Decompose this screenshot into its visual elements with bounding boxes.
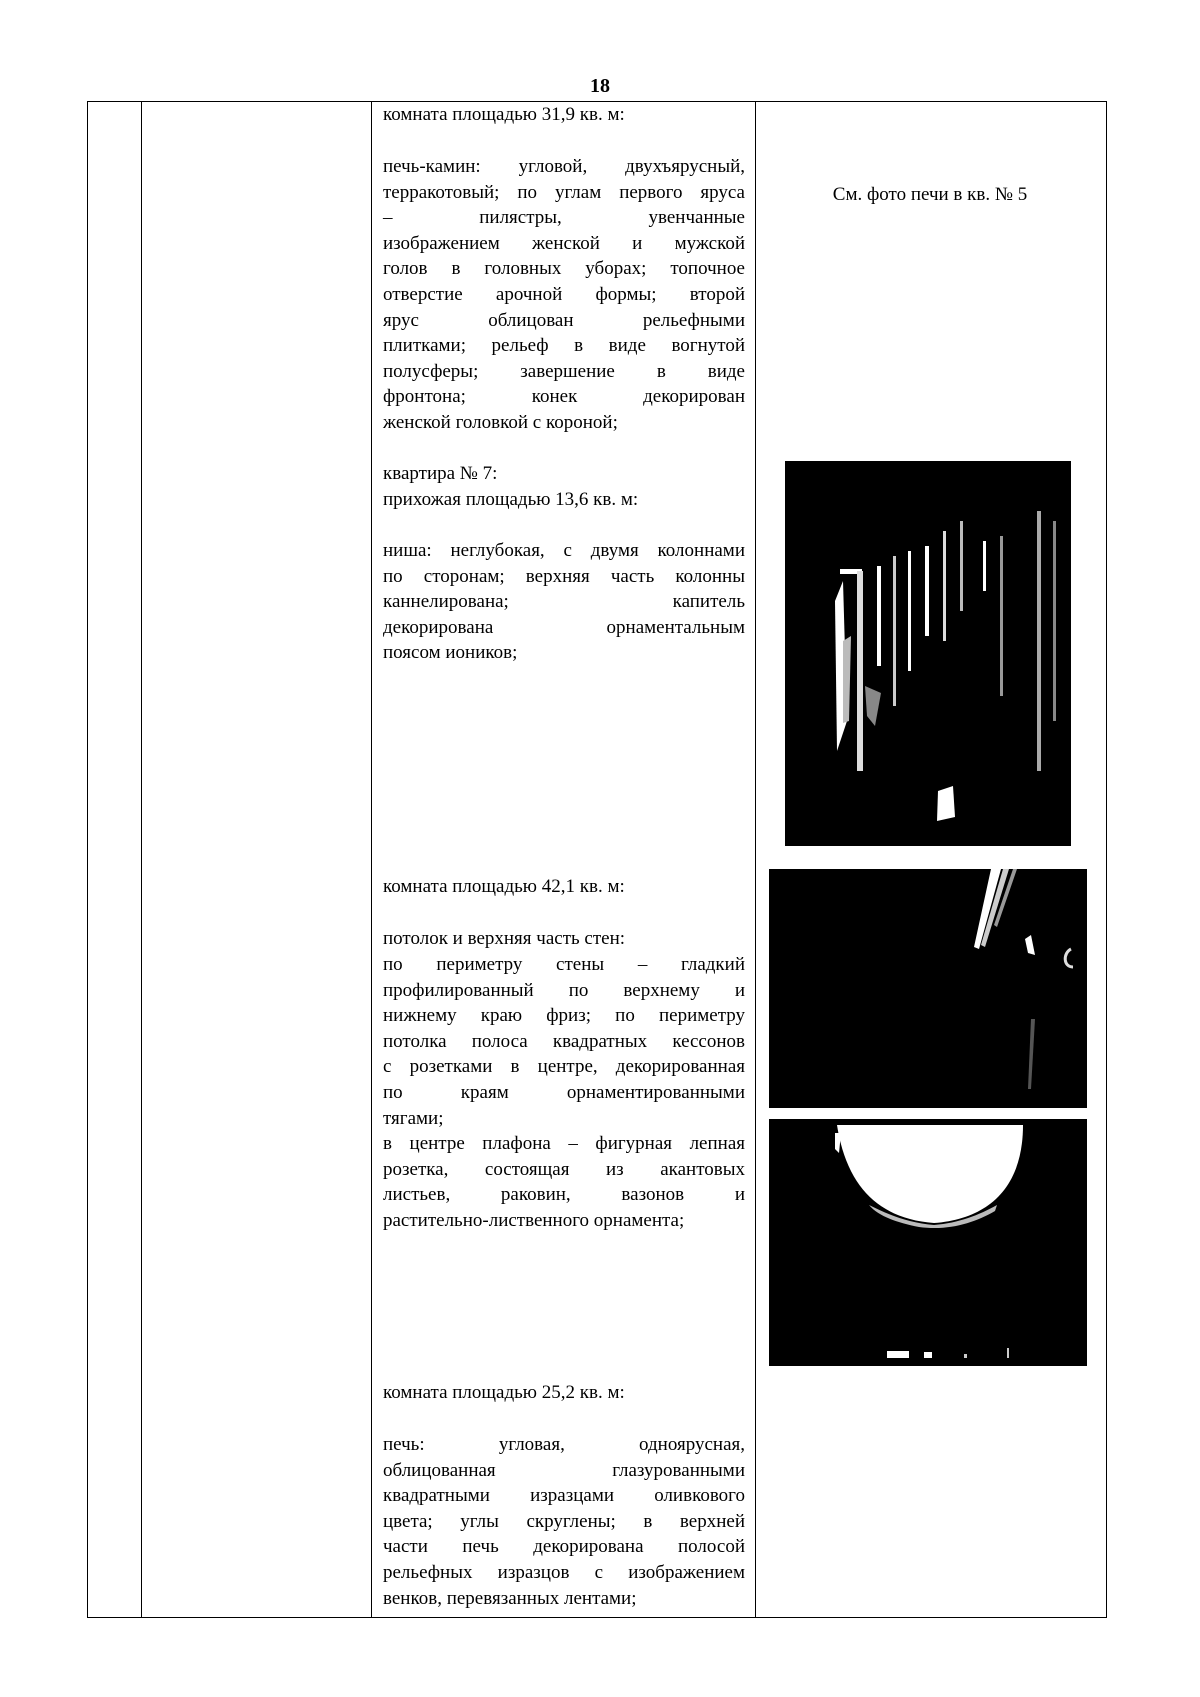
ceiling-heading: потолок и верхняя часть стен: [383, 928, 626, 949]
ceiling-description: по периметру стены – гладкий профилированный по верхнему и нижнему краю фриз; по периметру потолка полоса квадратных кессонов с розетками в центре, декорированная по краям орнаментированными тягами; в центре плафона – фигурная лепная розетка, состоящая из акантовых листьев, раковин, вазонов и растительно-лиственного орнамента; [383, 954, 745, 1231]
column-divider [755, 102, 756, 1617]
room-31-heading: комната площадью 31,9 кв. м: [383, 104, 625, 125]
page-number: 18 [590, 75, 610, 97]
niche-description: ниша: неглубокая, с двумя колоннами по сторонам; верхняя часть колонны каннелирована; капитель декорирована орнаментальным поясом иоников; [383, 540, 745, 664]
ceiling-rosette-photo [769, 1119, 1087, 1366]
room-25-stove-description: печь: угловая, одноярусная, облицованная глазурованными квадратными изразцами оливкового цвета; углы скруглены; в верхней части печь декорирована полосой рельефных изразцов с изображением венков, перевязанных лентами; [383, 1434, 745, 1609]
photo-reference-caption: См. фото печи в кв. № 5 [832, 184, 1028, 205]
column-divider [141, 102, 142, 1617]
apartment-7-title: квартира № 7: [383, 463, 498, 484]
ceiling-frieze-photo [769, 869, 1087, 1108]
room-25-heading: комната площадью 25,2 кв. м: [383, 1382, 625, 1403]
room-42-heading: комната площадью 42,1 кв. м: [383, 876, 625, 897]
niche-photo [785, 461, 1071, 846]
hall-heading: прихожая площадью 13,6 кв. м: [383, 489, 639, 510]
room-31-stove-description: печь-камин: угловой, двухъярусный, терракотовый; по углам первого яруса – пилястры, увенчанные изображением женской и мужской голов в головных уборах; топочное отверстие арочной формы; второй ярус облицован рельефными плитками; рельеф в виде вогнутой полусферы; завершение в виде фронтона; конек декорирован женской головкой с короной; [383, 156, 745, 433]
column-divider [371, 102, 372, 1617]
